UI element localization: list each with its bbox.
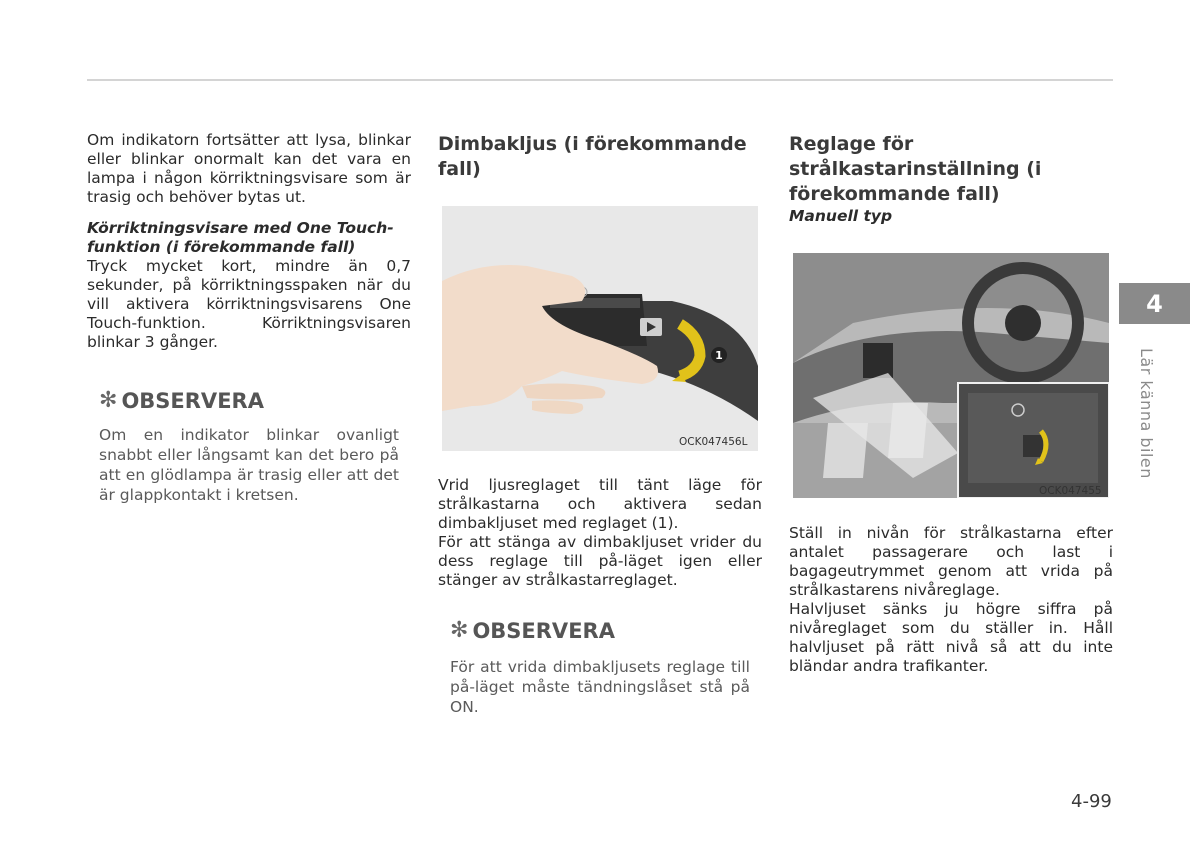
fog-light-paragraph-1: Vrid ljusreglaget till tänt läge för strålkastarna och aktivera sedan dimbakljuset med reglaget (1). xyxy=(438,476,762,532)
header-rule xyxy=(87,79,1113,81)
column-3-body xyxy=(789,524,1113,676)
headlamp-paragraph-2: Halvljuset sänks ju högre siffra på nivåreglaget som du ställer in. Håll halvljuset på rätt nivå så att du inte bländar andra trafikanter. xyxy=(789,600,1113,675)
asterisk-icon: ✻ xyxy=(450,618,469,643)
fog-light-switch-figure xyxy=(442,206,758,451)
dashboard-illustration xyxy=(793,253,1109,498)
headlamp-paragraph-1: Ställ in nivån för strålkastarna efter antalet passagerare och last i bagageutrymmet genom att vrida på strålkastarens nivåreglage. xyxy=(789,524,1113,599)
observera-box-2 xyxy=(450,618,750,717)
figure-code: OCK047456L xyxy=(679,436,748,448)
observera-text: För att vrida dimbakljusets reglage till på-läget måste tändningslåset stå på ON. xyxy=(450,658,750,716)
manual-type-subheading: Manuell typ xyxy=(789,207,893,225)
asterisk-icon: ✻ xyxy=(99,388,118,413)
observera-box-1 xyxy=(99,388,399,505)
column-3 xyxy=(789,132,1089,226)
one-touch-paragraph: Tryck mycket kort, mindre än 0,7 sekunder, på körriktningsspaken när du vill aktivera körriktningsvisarens One Touch-funktion. Körriktningsvisaren blinkar 3 gånger. xyxy=(87,257,411,351)
observera-title: ✻ OBSERVERA xyxy=(99,388,264,413)
column-2-body xyxy=(438,476,762,590)
fog-light-heading: Dimbakljus (i förekommande fall) xyxy=(438,133,747,180)
chapter-title: Lär känna bilen xyxy=(1137,348,1156,479)
headlamp-leveling-figure xyxy=(793,253,1109,498)
page-number: 4-99 xyxy=(1071,791,1112,812)
column-2 xyxy=(438,132,762,182)
observera-text: Om en indikator blinkar ovanligt snabbt eller långsamt kan det bero på att en glödlampa är trasig eller att det är glappkontakt i kretsen. xyxy=(99,426,399,504)
column-1 xyxy=(87,131,411,352)
intro-paragraph: Om indikatorn fortsätter att lysa, blinkar eller blinkar onormalt kan det vara en lampa i någon körriktningsvisare som är trasig och behöver bytas ut. xyxy=(87,131,411,206)
fog-light-paragraph-2: För att stänga av dimbakljuset vrider du dess reglage till på-läget igen eller stänger av strålkastarreglaget. xyxy=(438,533,762,589)
headlamp-leveling-heading: Reglage för strålkastarinställning (i förekommande fall) xyxy=(789,133,1042,205)
svg-text:1: 1 xyxy=(715,349,723,362)
observera-title: ✻ OBSERVERA xyxy=(450,618,615,643)
one-touch-subheading: Körriktningsvisare med One Touch-funktion (i förekommande fall) xyxy=(87,219,394,256)
figure-code: OCK047455 xyxy=(1039,485,1102,497)
stalk-illustration xyxy=(442,206,758,451)
chapter-tab: 4 xyxy=(1119,283,1190,324)
